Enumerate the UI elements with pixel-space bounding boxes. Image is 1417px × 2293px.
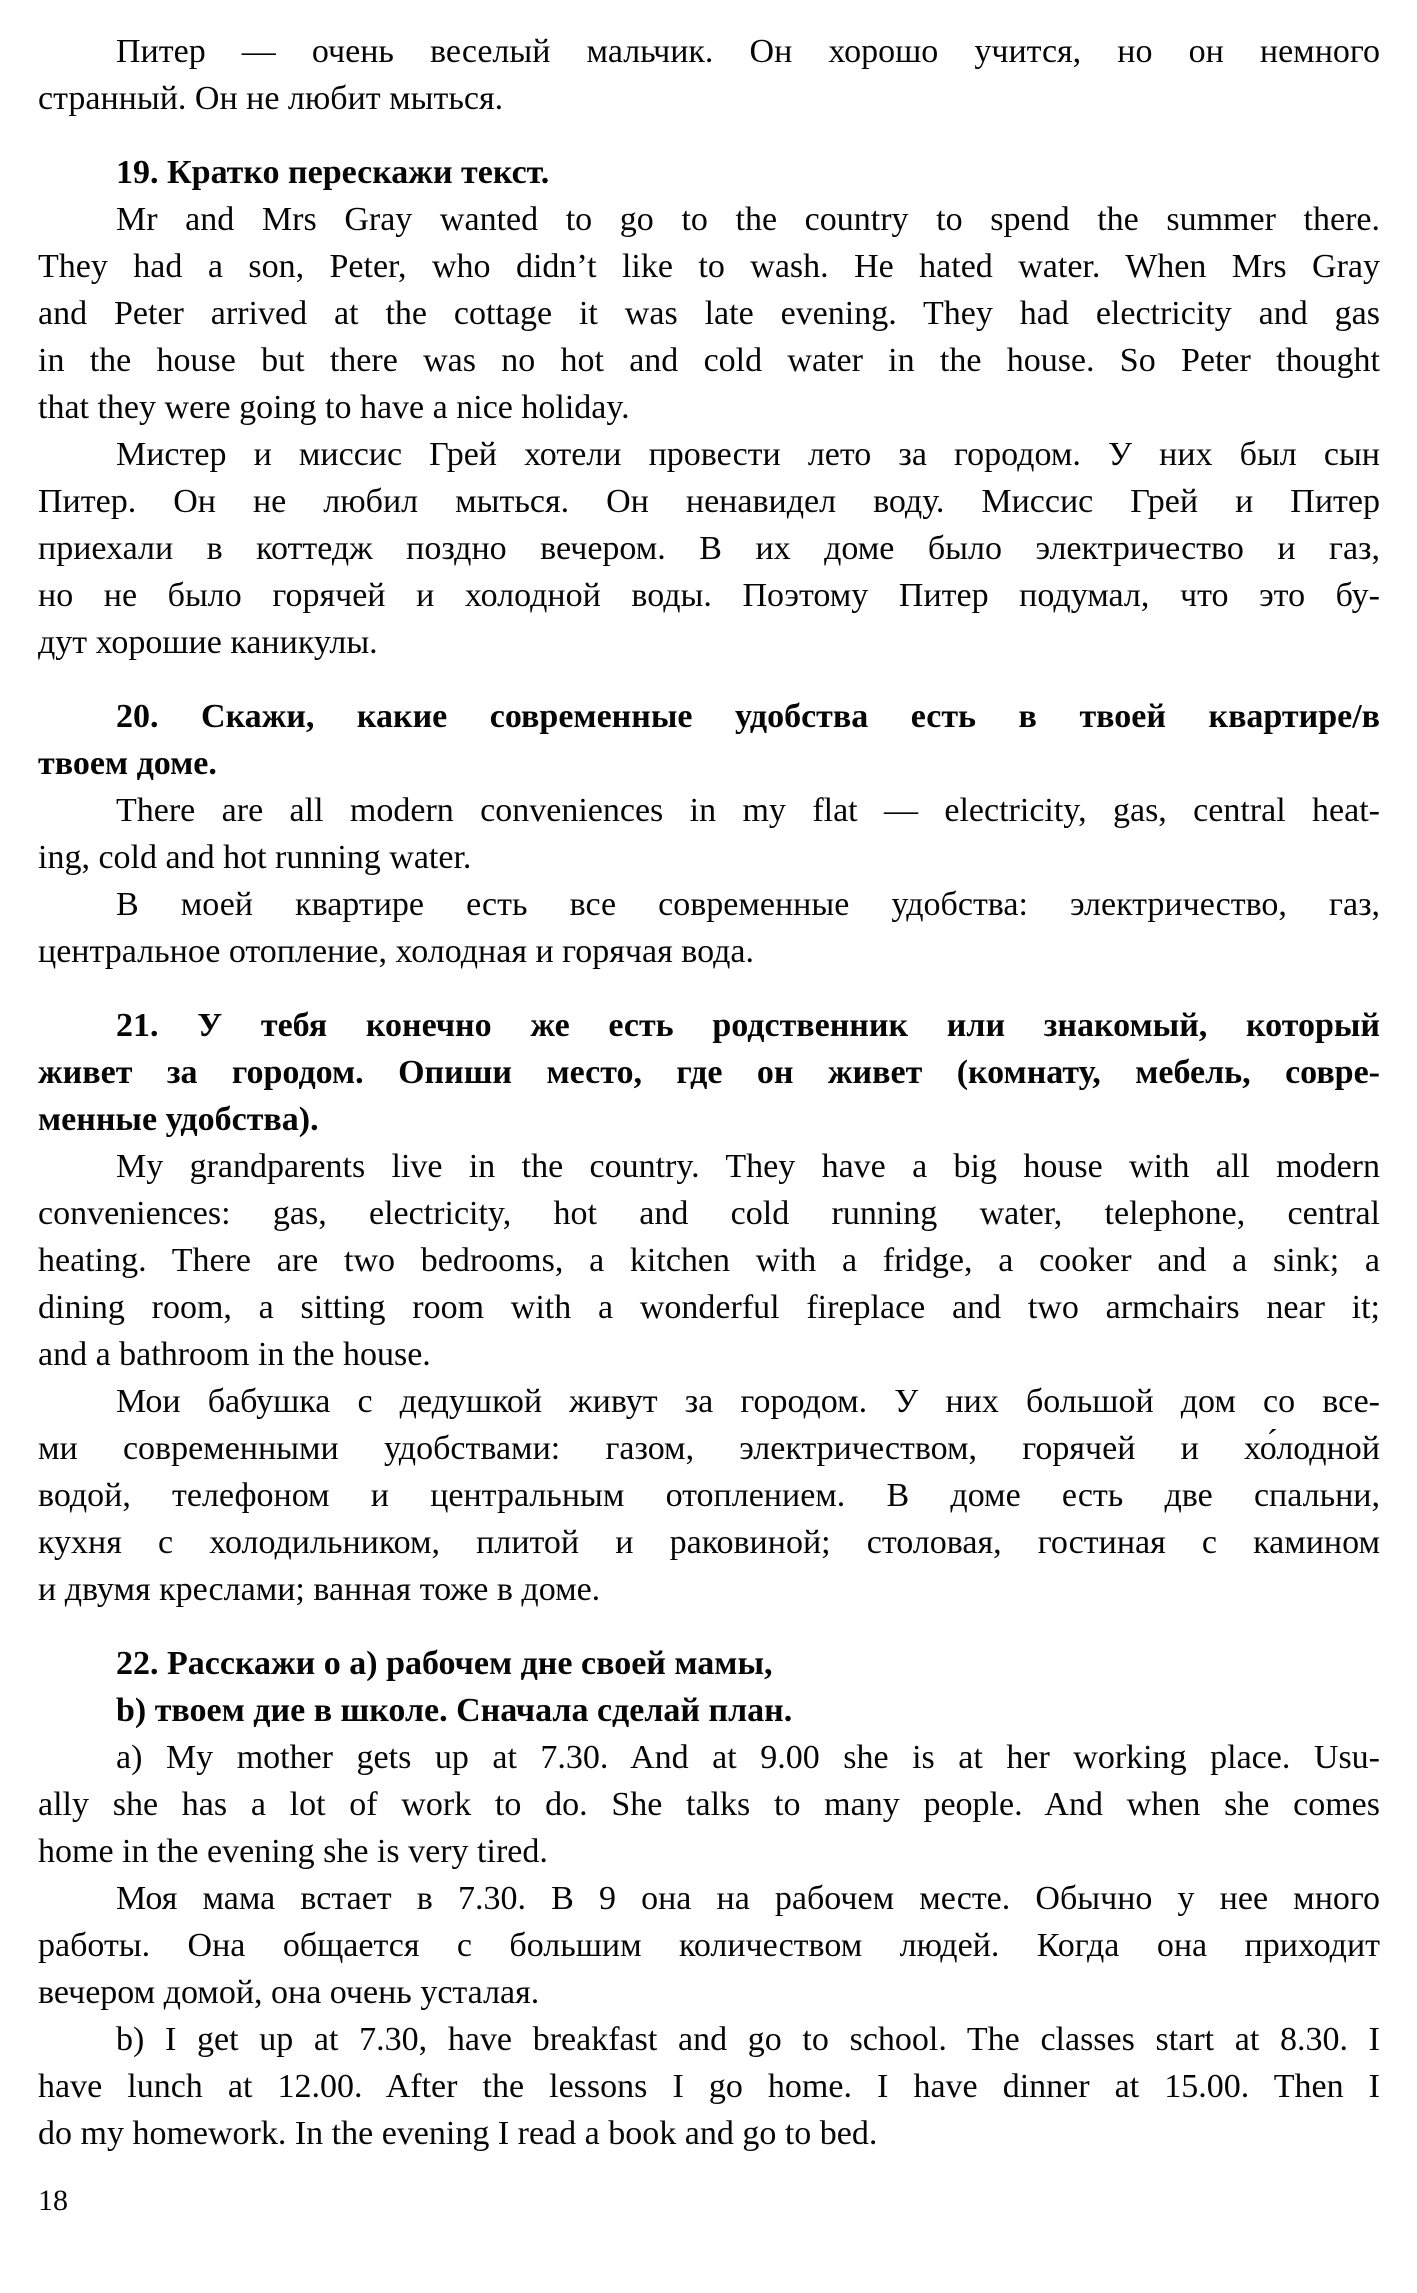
exercise-22-heading-line-a [38, 1640, 1380, 1687]
text-line: ing, cold and hot running water. [38, 839, 472, 876]
heading-line: 19. Кратко перескажи текст. [116, 154, 550, 191]
text-line: В моей квартире есть все современные удобства: электричество, газ, [116, 886, 1380, 923]
text-line: ally she has a lot of work to do. She talks to many people. And when she comes [38, 1786, 1380, 1823]
exercise-22b-english-paragraph [38, 2016, 1380, 2157]
text-line: dining room, a sitting room with a wonderful fireplace and two armchairs near it; [38, 1289, 1380, 1326]
exercise-22-heading-line-b [38, 1687, 1380, 1734]
exercise-19-russian-paragraph [38, 431, 1380, 666]
text-line: центральное отопление, холодная и горячая вода. [38, 933, 754, 970]
exercise-20-heading [38, 693, 1380, 787]
text-line: b) I get up at 7.30, have breakfast and go to school. The classes start at 8.30. I [116, 2021, 1380, 2058]
text-line: приехали в коттедж поздно вечером. В их доме было электричество и газ, [38, 530, 1380, 567]
text-line: Питер — очень веселый мальчик. Он хорошо учится, но он немного [116, 33, 1380, 70]
text-line: Мои бабушка с дедушкой живут за городом. У них большой дом со все- [116, 1383, 1380, 1420]
text-line: They had a son, Peter, who didn’t like to wash. He hated water. When Mrs Gray [38, 248, 1380, 285]
text-line: странный. Он не любит мыться. [38, 80, 504, 117]
exercise-22a-english-paragraph [38, 1734, 1380, 1875]
heading-line: твоем доме. [38, 745, 217, 782]
intro-paragraph-russian [38, 28, 1380, 122]
text-line: Мистер и миссис Грей хотели провести лето за городом. У них был сын [116, 436, 1380, 473]
exercise-19-english-paragraph [38, 196, 1380, 431]
text-line: кухня с холодильником, плитой и раковиной; столовая, гостиная с камином [38, 1524, 1380, 1561]
page-number: 18 [38, 2184, 68, 2217]
heading-line: b) твоем дие в школе. Сначала сделай план. [116, 1692, 793, 1729]
text-line: Mr and Mrs Gray wanted to go to the country to spend the summer there. [116, 201, 1380, 238]
heading-line: 20. Скажи, какие современные удобства есть в твоей квартире/в [116, 698, 1380, 735]
heading-line: менные удобства). [38, 1101, 319, 1138]
exercise-21-english-paragraph [38, 1143, 1380, 1378]
text-line: ми современными удобствами: газом, электричеством, горячей и хо́лодной [38, 1430, 1380, 1467]
heading-line: 22. Расскажи о a) рабочем дне своей мамы, [116, 1645, 773, 1682]
exercise-20-english-paragraph [38, 787, 1380, 881]
exercise-19-heading [38, 149, 1380, 196]
text-line: водой, телефоном и центральным отоплением. В доме есть две спальни, [38, 1477, 1380, 1514]
text-line: Моя мама встает в 7.30. В 9 она на рабочем месте. Обычно у нее много [116, 1880, 1380, 1917]
exercise-21-russian-paragraph [38, 1378, 1380, 1613]
text-line: in the house but there was no hot and cold water in the house. So Peter thought [38, 342, 1380, 379]
text-line: a) My mother gets up at 7.30. And at 9.00 she is at her working place. Usu- [116, 1739, 1380, 1776]
text-line: heating. There are two bedrooms, a kitchen with a fridge, a cooker and a sink; a [38, 1242, 1380, 1279]
text-line: home in the evening she is very tired. [38, 1833, 548, 1870]
text-line: вечером домой, она очень усталая. [38, 1974, 540, 2011]
exercise-22a-russian-paragraph [38, 1875, 1380, 2016]
text-line: но не было горячей и холодной воды. Поэтому Питер подумал, что это бу- [38, 577, 1380, 614]
text-line: дут хорошие каникулы. [38, 624, 378, 661]
text-line: My grandparents live in the country. They have a big house with all modern [116, 1148, 1380, 1185]
text-line: and a bathroom in the house. [38, 1336, 431, 1373]
text-line: There are all modern conveniences in my flat — electricity, gas, central heat- [116, 792, 1380, 829]
heading-line: живет за городом. Опиши место, где он живет (комнату, мебель, совре- [38, 1054, 1380, 1091]
text-line: conveniences: gas, electricity, hot and cold running water, telephone, central [38, 1195, 1380, 1232]
exercise-20-russian-paragraph [38, 881, 1380, 975]
exercise-21-heading [38, 1002, 1380, 1143]
text-line: and Peter arrived at the cottage it was late evening. They had electricity and gas [38, 295, 1380, 332]
heading-line: 21. У тебя конечно же есть родственник или знакомый, который [116, 1007, 1380, 1044]
text-line: that they were going to have a nice holiday. [38, 389, 630, 426]
text-line: работы. Она общается с большим количеством людей. Когда она приходит [38, 1927, 1380, 1964]
text-line: и двумя креслами; ванная тоже в доме. [38, 1571, 601, 1608]
text-line: Питер. Он не любил мыться. Он ненавидел воду. Миссис Грей и Питер [38, 483, 1380, 520]
text-line: have lunch at 12.00. After the lessons I go home. I have dinner at 15.00. Then I [38, 2068, 1380, 2105]
text-line: do my homework. In the evening I read a book and go to bed. [38, 2115, 878, 2152]
